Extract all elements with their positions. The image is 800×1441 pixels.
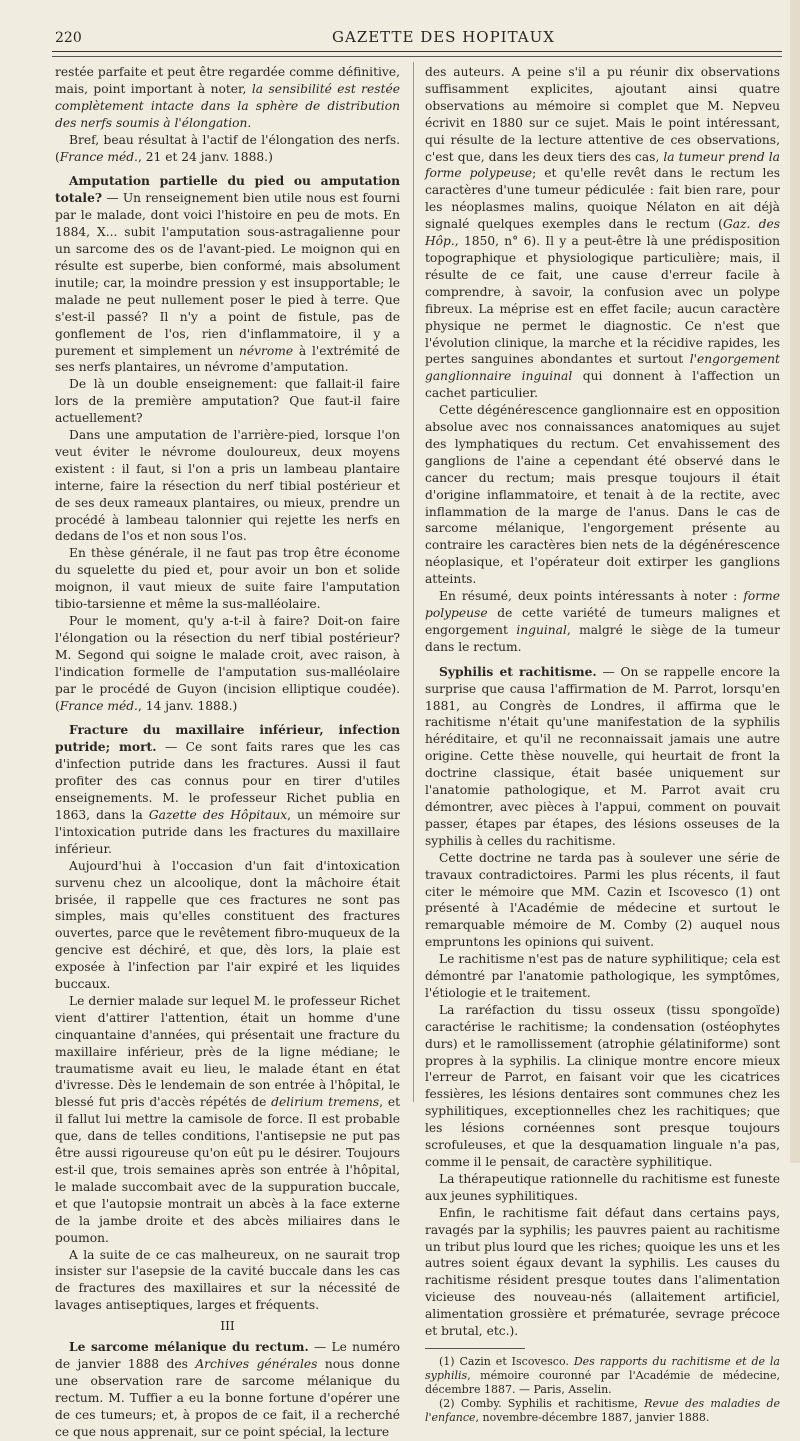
footnotes: [425, 1355, 780, 1425]
section-numeral: III: [220, 1319, 235, 1334]
running-title: GAZETTE DES HOPITAUX: [332, 28, 555, 46]
footnote: (1) Cazin et Iscovesco. Des rapports du rachitisme et de la syphilis, mémoire couronné par l'Académie de médecine, décembre 1887. — Paris, Asselin.: [425, 1354, 780, 1396]
paragraph: A la suite de ce cas malheureux, on ne saurait trop insister sur l'asepsie de la cavité buccale dans les cas de fractures des maxillaires et sur la nécessité de lavages antiseptiques, larges et fréquents.: [55, 1247, 400, 1313]
article-heading: Syphilis et rachitisme.: [439, 663, 597, 679]
article-heading: Fracture du maxillaire inférieur, infection putride; mort.: [55, 722, 400, 755]
paragraph: La raréfaction du tissu osseux (tissu spongoïde) caractérise le rachitisme; la condensation (ostéophytes durs) et le ramollissement (atrophie gélatiniforme) sont propres à la syphilis. La clinique montre encore mieux l'erreur de Parrot, en faisant voir que les cicatrices fessières, les lésions dentaires sont communes chez les syphilitiques, exceptionnelles chez les rachitiques; que les lésions cornéennes sont presque toujours scrofuleuses, et que la desquamation linguale n'a pas, comme il le pensait, de caractère syphilitique.: [425, 1002, 780, 1169]
paragraph: Enfin, le rachitisme fait défaut dans certains pays, ravagés par la syphilis; les pauvres paient au rachitisme un tribut plus lourd que les riches; quoique les uns et les autres soient égaux devant la syphilis. Les causes du rachitisme résident presque toutes dans l'alimentation vicieuse des nouveau-nés (allaitement artificiel, alimentation grossière et prématurée, sevrage précoce et brutal, etc.).: [425, 1205, 780, 1339]
paragraph: des auteurs. A peine s'il a pu réunir dix observations suffisamment explicites, ajoutant ainsi quatre observations au mémoire si complet que M. Nepveu écrivit en 1880 sur ce sujet. Mais le point intéressant, qui résulte de la lecture attentive de ces observations, c'est que, dans les deux tiers des cas, la tumeur prend la forme polypeuse; et qu'elle revêt dans le rectum les caractères d'une tumeur pédiculée : fait bien rare, pour les néoplasmes malins, quoique Nélaton en ait déjà signalé quelques exemples dans le rectum (Gaz. des Hôp., 1850, n° 6). Il y a peut-être là une prédisposition topographique et physiologique particulière; mais, il résulte de ce fait, une cause d'erreur facile à comprendre, à savoir, la confusion avec un polype fibreux. La méprise est en effet facile; aucun caractère physique ne permet le diagnostic. Ce n'est que l'évolution clinique, la marche et la récidive rapides, les pertes sanguines abondantes et surtout l'engorgement ganglionnaire inguinal qui donnent à l'affection un cachet particulier.: [425, 65, 780, 401]
right-column: [425, 64, 780, 1425]
paragraph: Dans une amputation de l'arrière-pied, lorsque l'on veut éviter le névrome douloureux, deux moyens existent : il faut, si l'on a pris un lambeau plantaire interne, faire la résection du nerf tibial postérieur et de ses deux rameaux plantaires, ou mieux, prendre un procédé à lambeau talonnier qui rejette les nerfs en dedans de l'os et non sous l'os.: [55, 428, 400, 544]
article-heading: Le sarcome mélanique du rectum.: [69, 1339, 309, 1355]
paragraph: Fracture du maxillaire inférieur, infection putride; mort. — Ce sont faits rares que les cas d'infection putride dans les fractures. Aussi il faut profiter des cas connus pour en tirer d'utiles enseignements. M. le professeur Richet publia en 1863, dans la Gazette des Hôpitaux, un mémoire sur l'intoxication putride dans les fractures du maxillaire inférieur.: [55, 722, 400, 856]
column-divider: [413, 62, 414, 1102]
paragraph: Cette dégénérescence ganglionnaire est en opposition absolue avec nos connaissances anatomiques au sujet des lymphatiques du rectum. Cet envahissement des ganglions de l'aine a cependant été observé dans le cancer du rectum; mais presque toujours il était d'origine inflammatoire, et tenait à de la rectite, avec inflammation de la marge de l'anus. Dans le cas de sarcome mélanique, l'engorgement présente au contraire les caractères bien nets de la dégénérescence néoplasique, et l'opérateur doit extirper les ganglions atteints.: [425, 403, 780, 587]
paragraph: En résumé, deux points intéressants à noter : forme polypeuse de cette variété de tumeurs malignes et engorgement inguinal, malgré le siège de la tumeur dans le rectum.: [425, 589, 780, 654]
paragraph: De là un double enseignement: que fallait-il faire lors de la première amputation? Que faut-il faire actuellement?: [55, 377, 400, 426]
footnote: (2) Comby. Syphilis et rachitisme, Revue des maladies de l'enfance, novembre-décembre 1887, janvier 1888.: [425, 1396, 780, 1424]
left-column: [55, 64, 400, 1441]
paragraph: Cette doctrine ne tarda pas à soulever une série de travaux contradictoires. Parmi les plus récents, il faut citer le mémoire que MM. Cazin et Iscovesco (1) ont présenté à l'Académie de médecine et surtout le remarquable mémoire de M. Comby (2) auquel nous empruntons les opinions qui suivent.: [425, 850, 780, 950]
header-rule: [52, 51, 782, 52]
paragraph: Amputation partielle du pied ou amputation totale? — Un renseignement bien utile nous est fourni par le malade, dont voici l'histoire en peu de mots. En 1884, X... subit l'amputation sous-astragalienne pour un sarcome des os de l'avant-pied. Le moignon qui en résulte est superbe, bien conformé, mais absolument inutile; car, la moindre pression y est insupportable; le malade ne peut nullement poser le pied à terre. Que s'est-il passé? Il n'y a point de fistule, pas de gonflement de l'os, rien d'inflammatoire, il y a purement et simplement un névrome à l'extrémité de ses nerfs plantaires, un névrome d'amputation.: [55, 173, 400, 375]
paragraph: Le dernier malade sur lequel M. le professeur Richet vient d'attirer l'attention, était un homme d'une cinquantaine d'années, qui présentait une fracture du maxillaire inférieur, près de la ligne médiane; le traumatisme avait eu lieu, le malade étant en état d'ivresse. Dès le lendemain de son entrée à l'hôpital, le blessé fut pris d'accès répétés de delirium tremens, et il fallut lui mettre la camisole de force. Il est probable que, dans de telles conditions, l'antisepsie ne put pas être aussi rigoureuse qu'on eût pu le désirer. Toujours est-il que, trois semaines après son entrée à l'hôpital, le malade succombait avec de la suppuration buccale, et que l'autopsie montrait un abcès à la face externe de la jambe droite et des abcès miliaires dans le poumon.: [55, 993, 400, 1245]
paragraph: restée parfaite et peut être regardée comme définitive, mais, point important à noter, la sensibilité est restée complètement intacte dans la sphère de distribution des nerfs soumis à l'élongation.: [55, 65, 400, 130]
paragraph: Aujourd'hui à l'occasion d'un fait d'intoxication survenu chez un alcoolique, dont la mâchoire était brisée, il rappelle que ces fractures ne sont pas simples, mais qu'elles constituent des fractures ouvertes, parce que le revêtement fibro-muqueux de la gencive est déchiré, et que, dès lors, la plaie est exposée à l'infection par l'air expiré et les liquides buccaux.: [55, 858, 400, 992]
paragraph: La thérapeutique rationnelle du rachitisme est funeste aux jeunes syphilitiques.: [425, 1171, 780, 1203]
page-edge: [790, 0, 800, 1163]
header-rule-thin: [52, 56, 782, 57]
paragraph: Pour le moment, qu'y a-t-il à faire? Doit-on faire l'élongation ou la résection du nerf tibial postérieur? M. Segond qui soigne le malade croit, avec raison, à l'indication formelle de l'amputation sus-malléolaire par le procédé de Guyon (incision elliptique coudée). (France méd., 14 janv. 1888.): [55, 614, 400, 713]
paragraph: Bref, beau résultat à l'actif de l'élongation des nerfs. (France méd., 21 et 24 janv. 1888.): [55, 132, 400, 164]
paragraph: En thèse générale, il ne faut pas trop être économe du squelette du pied et, pour avoir un bon et solide moignon, il vaut mieux de suite faire l'amputation tibio-tarsienne et même la sus-malléolaire.: [55, 546, 400, 612]
paragraph: Le sarcome mélanique du rectum. — Le numéro de janvier 1888 des Archives générales nous donne une observation rare de sarcome mélanique du rectum. M. Tuffier a eu la bonne fortune d'opérer une de ces tumeurs; et, à propos de ce fait, il a recherché ce que nous apprenait, sur ce point spécial, la lecture: [55, 1339, 400, 1439]
paragraph: Le rachitisme n'est pas de nature syphilitique; cela est démontré par l'anatomie pathologique, les symptômes, l'étiologie et le traitement.: [425, 952, 780, 1000]
footnote-rule: [425, 1348, 525, 1349]
paragraph: Syphilis et rachitisme. — On se rappelle encore la surprise que causa l'affirmation de M. Parrot, lorsqu'en 1881, au Congrès de Londres, il affirma que le rachitisme n'était qu'une manifestation de la syphilis héréditaire, et qu'il ne reconnaissait jamais une autre origine. Cette thèse nouvelle, qui heurtait de front la doctrine classique, était basée uniquement sur l'anatomie pathologique, et M. Parrot avait cru démontrer, avec pièces à l'appui, comment on pouvait passer, étapes par étapes, des lésions osseuses de la syphilis à celles du rachitisme.: [425, 663, 780, 848]
page-number: 220: [55, 30, 82, 46]
article-heading: Amputation partielle du pied ou amputation totale?: [55, 173, 400, 206]
